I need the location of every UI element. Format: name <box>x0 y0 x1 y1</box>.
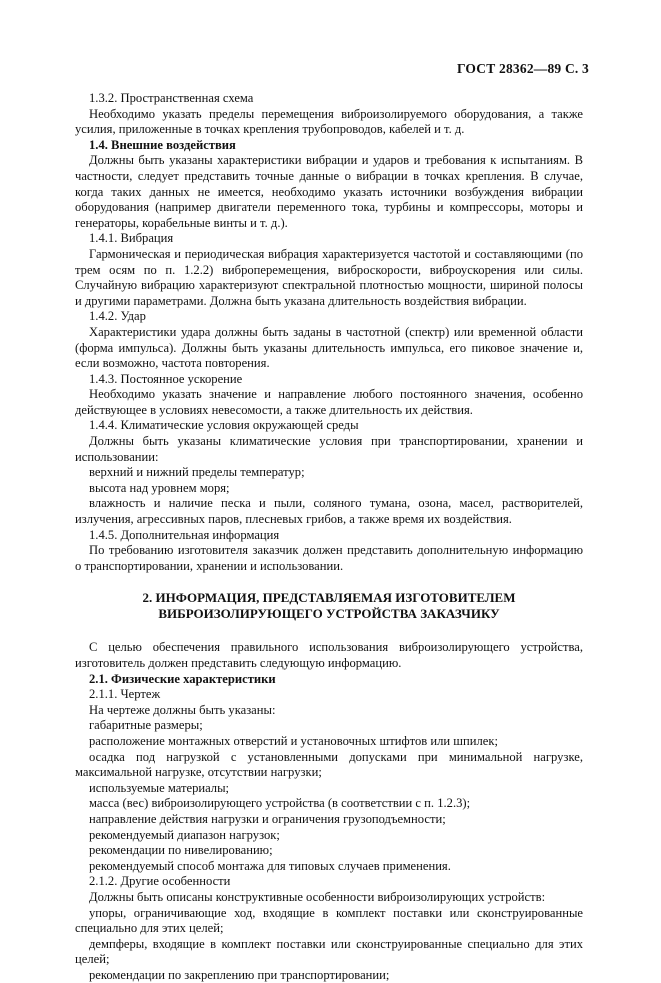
paragraph: габаритные размеры; <box>89 718 203 733</box>
paragraph: Необходимо указать пределы перемещения виброизолируемого оборудования, а также усилия, приложенные в точках крепления трубопроводов, кабелей и т. д. <box>75 106 583 137</box>
paragraph: используемые материалы; <box>89 780 230 795</box>
paragraph: расположение монтажных отверстий и установочных штифтов или шпилек; <box>89 733 498 748</box>
paragraph: 1.4.2. Удар <box>89 309 146 324</box>
paragraph: С целью обеспечения правильного использования виброизолирующего устройства, изготовитель должен представить следующую информацию. <box>75 640 583 670</box>
paragraph: По требованию изготовителя заказчик должен представить дополнительную информацию о транспортировании, хранении и использовании. <box>75 543 583 573</box>
paragraph: влажность и наличие песка и пыли, соляного тумана, озона, масел, растворителей, излучения, агрессивных паров, плесневых грибов, а также время их воздействия. <box>75 496 583 527</box>
paragraph: 2.1.2. Другие особенности <box>89 874 231 889</box>
section-2-body <box>75 640 583 983</box>
paragraph: масса (вес) виброизолирующего устройства (в соответствии с п. 1.2.3); <box>89 796 471 811</box>
paragraph: Должны быть описаны конструктивные особенности виброизолирующих устройств: <box>89 889 546 904</box>
paragraph: рекомендации по закреплению при транспортировании; <box>89 967 390 982</box>
paragraph: На чертеже должны быть указаны: <box>89 702 276 717</box>
paragraph: направление действия нагрузки и ограничения грузоподъемности; <box>89 811 446 826</box>
section-title-line-2: ВИБРОИЗОЛИРУЮЩЕГО УСТРОЙСТВА ЗАКАЗЧИКУ <box>158 606 500 622</box>
paragraph: высота над уровнем моря; <box>89 480 230 495</box>
paragraph: упоры, ограничивающие ход, входящие в комплект поставки или сконструированные специально для этих целей; <box>75 905 583 936</box>
paragraph: 1.4.5. Дополнительная информация <box>89 527 280 542</box>
paragraph: 1.4.1. Вибрация <box>89 231 174 246</box>
paragraph: Должны быть указаны характеристики вибрации и ударов и требования к испытаниям. В частности, следует представить точные данные о вибрации в точках крепления. В случае, когда таких данных не имеется, необходимо указать источники возбуждения вибрации оборудования (например двигатели переменного тока, турбины и компрессоры, моторы и генераторы, корабельные винты и т. д.). <box>75 153 583 230</box>
paragraph: рекомендации по нивелированию; <box>89 843 273 858</box>
paragraph: осадка под нагрузкой с установленными допусками при минимальной нагрузке, максимальной нагрузке, отсутствии нагрузки; <box>75 749 583 780</box>
paragraph: демпферы, входящие в комплект поставки или сконструированные специально для этих целей; <box>75 936 583 967</box>
document-body <box>75 91 583 983</box>
paragraph: верхний и нижний пределы температур; <box>89 465 305 480</box>
section-2-title <box>75 590 583 622</box>
paragraph: рекомендуемый способ монтажа для типовых случаев применения. <box>89 858 451 873</box>
paragraph: 1.4.4. Климатические условия окружающей среды <box>89 418 359 433</box>
paragraph: 1.4.3. Постоянное ускорение <box>89 371 243 386</box>
paragraph: Гармоническая и периодическая вибрация характеризуется частотой и составляющими (по трем осям по п. 1.2.2) виброперемещения, виброскорости, виброускорения или силы. Случайную вибрацию характеризуют спектральной плотностью мощности, шириной полосы и другими параметрами. Должна быть указана длительность воздействия вибрации. <box>75 246 583 308</box>
section-title-line-1: 2. ИНФОРМАЦИЯ, ПРЕДСТАВЛЯЕМАЯ ИЗГОТОВИТЕЛЕМ <box>142 590 516 606</box>
paragraph: 2.1. Физические характеристики <box>89 671 276 686</box>
paragraph: рекомендуемый диапазон нагрузок; <box>89 827 280 842</box>
paragraph: Характеристики удара должны быть заданы в частотной (спектр) или временной области (форма импульса). Должны быть указаны длительность импульса, его пиковое значение и, если возможно, частота повторения. <box>75 324 583 371</box>
paragraph: Необходимо указать значение и направление любого постоянного значения, особенно действующее в условиях невесомости, а также длительность их действия. <box>75 387 583 417</box>
paragraph: Должны быть указаны климатические условия при транспортировании, хранении и использовании: <box>75 434 583 464</box>
page-header: ГОСТ 28362—89 С. 3 <box>456 61 589 76</box>
paragraph: 2.1.1. Чертеж <box>89 687 161 702</box>
section-1-continued <box>75 91 583 574</box>
paragraph: 1.3.2. Пространственная схема <box>89 91 254 105</box>
paragraph: 1.4. Внешние воздействия <box>89 137 236 152</box>
